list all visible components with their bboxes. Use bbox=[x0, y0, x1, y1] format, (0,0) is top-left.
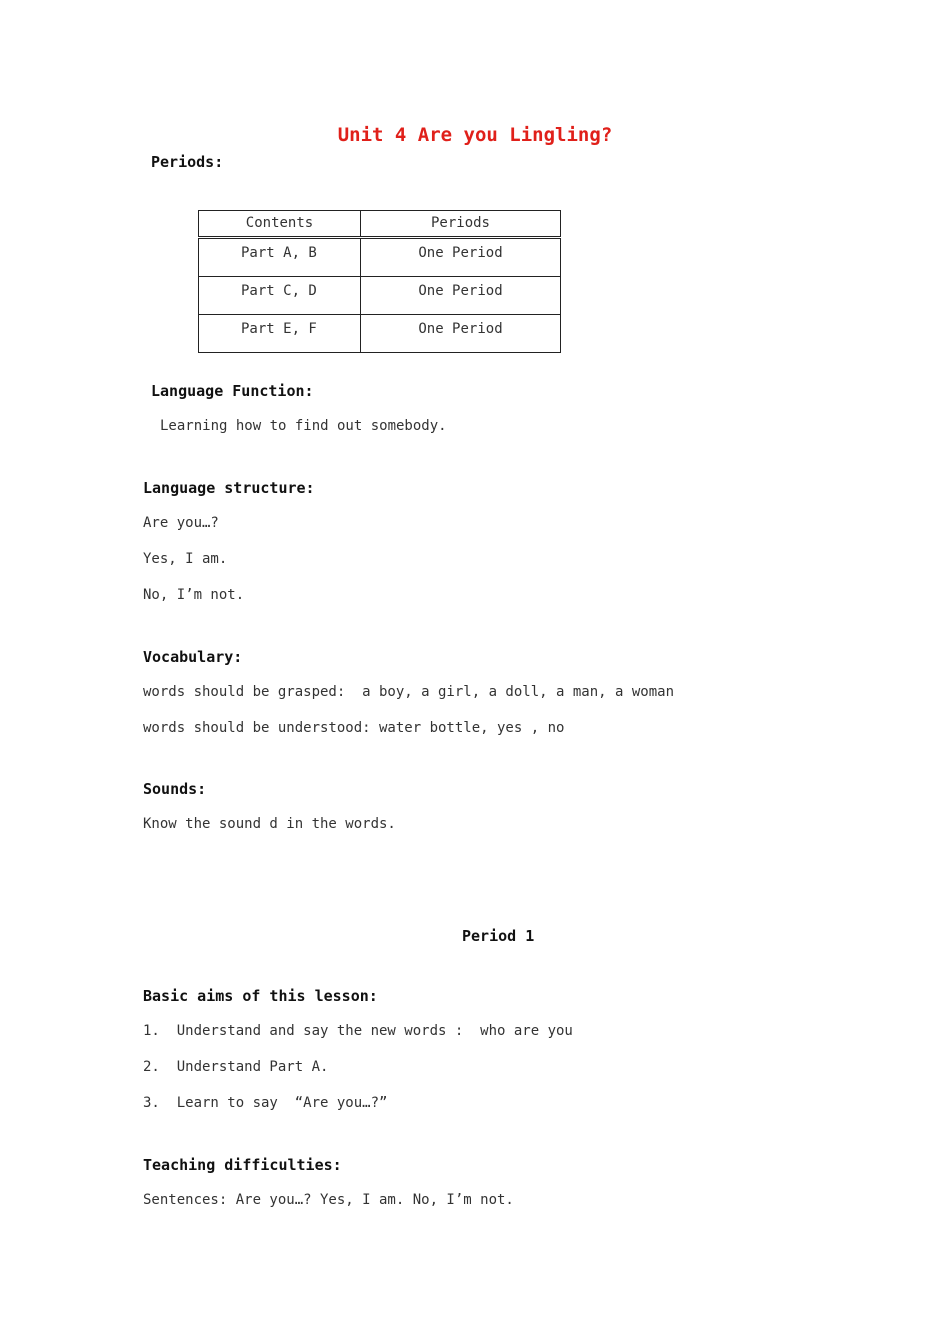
aim-item: 1. Understand and say the new words : who are you bbox=[143, 1023, 573, 1039]
table-header-contents: Contents bbox=[199, 211, 361, 238]
structure-line: Are you…? bbox=[143, 515, 219, 531]
vocabulary-heading: Vocabulary: bbox=[143, 648, 243, 666]
structure-line: No, I’m not. bbox=[143, 587, 245, 603]
aim-item: 3. Learn to say “Are you…?” bbox=[143, 1095, 388, 1111]
table-row bbox=[199, 277, 561, 315]
basic-aims-heading: Basic aims of this lesson: bbox=[143, 987, 378, 1005]
vocabulary-line: words should be understood: water bottle, yes , no bbox=[143, 720, 565, 736]
period-1-heading: Period 1 bbox=[462, 927, 535, 945]
sounds-text: Know the sound d in the words. bbox=[143, 816, 396, 832]
table-row bbox=[199, 238, 561, 277]
table-cell-contents: Part C, D bbox=[199, 277, 361, 315]
table-cell-contents: Part A, B bbox=[199, 238, 361, 277]
aim-item: 2. Understand Part A. bbox=[143, 1059, 329, 1075]
document-title: Unit 4 Are you Lingling? bbox=[337, 124, 613, 146]
language-function-heading: Language Function: bbox=[151, 382, 314, 400]
language-structure-heading: Language structure: bbox=[143, 479, 315, 497]
vocabulary-line: words should be grasped: a boy, a girl, a doll, a man, a woman bbox=[143, 684, 675, 700]
language-function-text: Learning how to find out somebody. bbox=[160, 418, 447, 434]
table-cell-contents: Part E, F bbox=[199, 315, 361, 353]
table-header-periods: Periods bbox=[361, 211, 561, 238]
sounds-heading: Sounds: bbox=[143, 780, 207, 798]
structure-line: Yes, I am. bbox=[143, 551, 228, 567]
table-row bbox=[199, 315, 561, 353]
table-cell-periods: One Period bbox=[361, 238, 561, 277]
table-cell-periods: One Period bbox=[361, 277, 561, 315]
periods-heading: Periods: bbox=[151, 153, 224, 171]
table-header-row bbox=[199, 211, 561, 238]
periods-table bbox=[198, 210, 561, 353]
table-cell-periods: One Period bbox=[361, 315, 561, 353]
teaching-difficulties-heading: Teaching difficulties: bbox=[143, 1156, 342, 1174]
teaching-difficulties-text: Sentences: Are you…? Yes, I am. No, I’m not. bbox=[143, 1192, 514, 1208]
